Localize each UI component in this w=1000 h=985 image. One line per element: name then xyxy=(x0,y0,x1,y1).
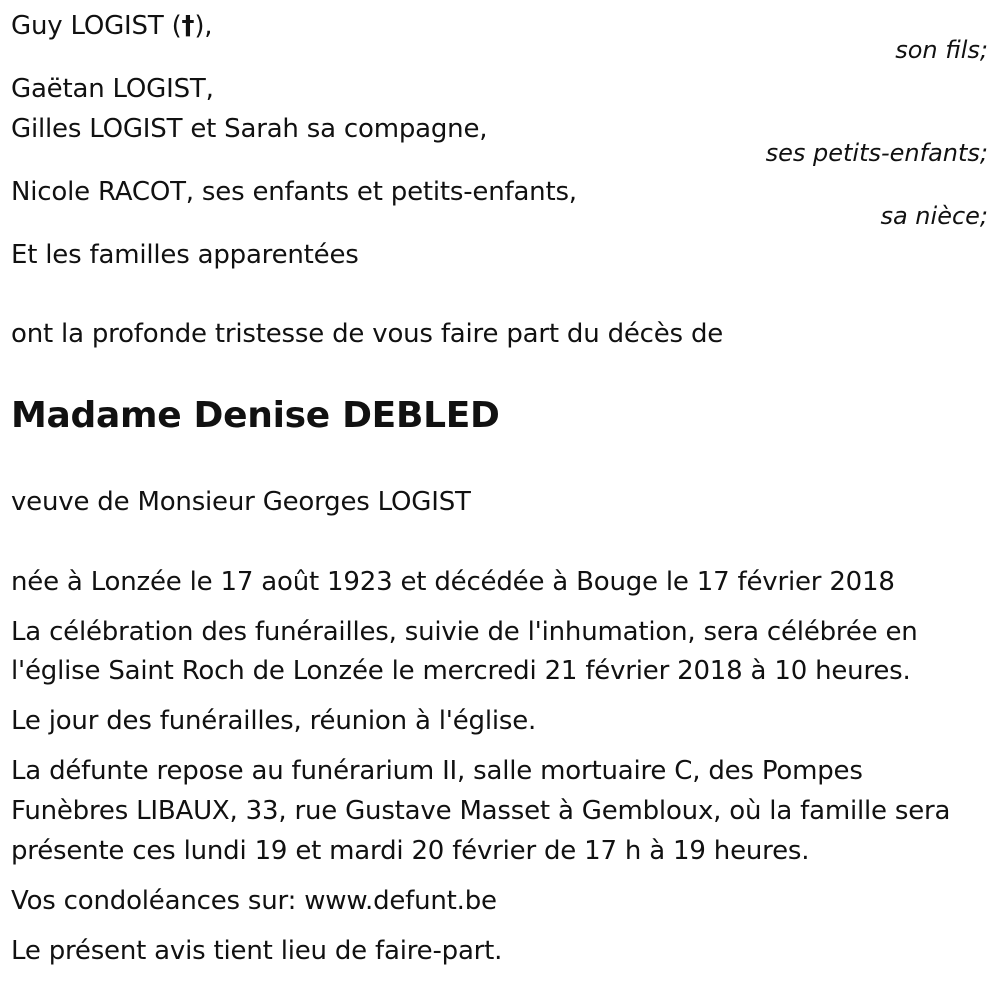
repose-line-2: Funèbres LIBAUX, 33, rue Gustave Masset à Gembloux, où la famille sera xyxy=(11,796,951,826)
grandchild-2: Gilles LOGIST et Sarah sa compagne, xyxy=(11,114,488,144)
son-role: son fils; xyxy=(895,36,988,64)
son-name-end: ), xyxy=(194,11,213,41)
niece-name: Nicole RACOT, ses enfants et petits-enfants, xyxy=(11,177,577,207)
meeting-line: Le jour des funérailles, réunion à l'église. xyxy=(11,706,537,736)
relatives-line: Et les familles apparentées xyxy=(11,240,359,270)
grandchild-1: Gaëtan LOGIST, xyxy=(11,74,214,104)
celebration-line-1: La célébration des funérailles, suivie de l'inhumation, sera célébrée en xyxy=(11,617,918,647)
son-name-start: Guy LOGIST ( xyxy=(11,11,182,41)
birth-death-line: née à Lonzée le 17 août 1923 et décédée à Bouge le 17 février 2018 xyxy=(11,567,895,597)
celebration-line-2: l'église Saint Roch de Lonzée le mercredi 21 février 2018 à 10 heures. xyxy=(11,656,911,686)
niece-role: sa nièce; xyxy=(880,202,988,230)
condolences-line: Vos condoléances sur: www.defunt.be xyxy=(11,886,497,916)
widow-of-line: veuve de Monsieur Georges LOGIST xyxy=(11,487,471,517)
announcement-text: ont la profonde tristesse de vous faire part du décès de xyxy=(11,319,724,349)
deceased-name: Madame Denise DEBLED xyxy=(11,395,500,436)
grandchildren-role: ses petits-enfants; xyxy=(765,139,988,167)
repose-line-3: présente ces lundi 19 et mardi 20 février de 17 h à 19 heures. xyxy=(11,836,810,866)
repose-line-1: La défunte repose au funérarium II, salle mortuaire C, des Pompes xyxy=(11,756,863,786)
son-name xyxy=(11,10,212,42)
cross-icon: † xyxy=(181,11,195,41)
notice-line: Le présent avis tient lieu de faire-part. xyxy=(11,936,503,966)
